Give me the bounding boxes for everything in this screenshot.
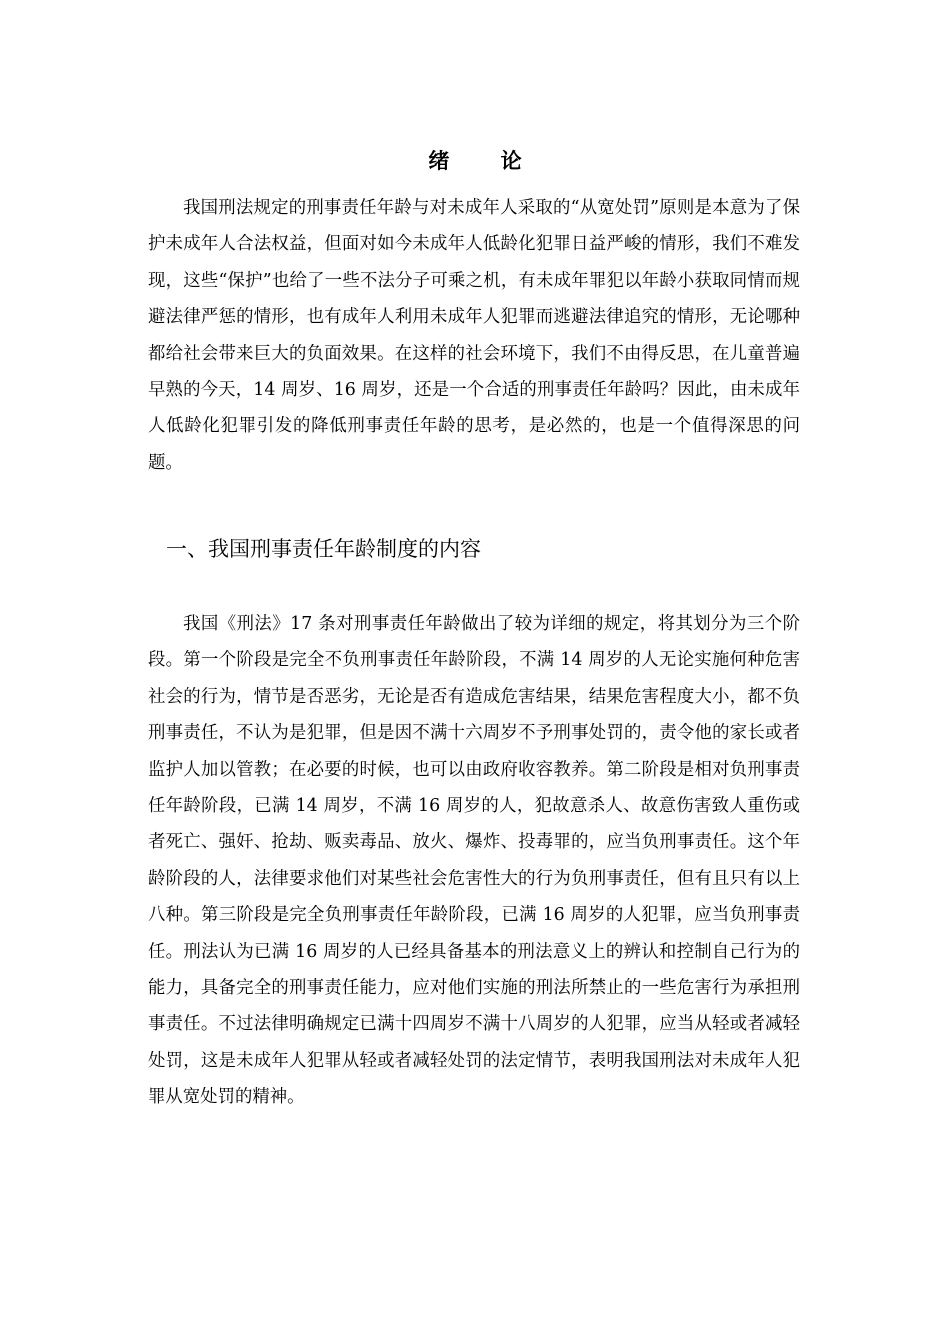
section-paragraph: 我国《刑法》17 条对刑事责任年龄做出了较为详细的规定，将其划分为三个阶段。第一个阶段是完全不负刑事责任年龄阶段，不满 14 周岁的人无论实施何种危害社会的行为，情节是否恶劣，无论是否有造成危害结果，结果危害程度大小，都不负刑事责任，不认为是犯罪，但是因不满十六周岁不予刑事处罚的，责令他的家长或者监护人加以管教；在必要的时候，也可以由政府收容教养。第二阶段是相对负刑事责任年龄阶段，已满 14 周岁，不满 16 周岁的人，犯故意杀人、故意伤害致人重伤或者死亡、强奸、抢劫、贩卖毒品、放火、爆炸、投毒罪的，应当负刑事责任。这个年龄阶段的人，法律要求他们对某些社会危害性大的行为负刑事责任，但有且只有以上八种。第三阶段是完全负刑事责任年龄阶段，已满 16 周岁的人犯罪，应当负刑事责任。刑法认为已满 16 周岁的人已经具备基本的刑法意义上的辨认和控制自己行为的能力，具备完全的刑事责任能力，应对他们实施的刑法所禁止的一些危害行为承担刑事责任。不过法律明确规定已满十四周岁不满十八周岁的人犯罪，应当从轻或者减轻处罚，这是未成年人犯罪从轻或者减轻处罚的法定情节，表明我国刑法对未成年人犯罪从宽处罚的精神。: [148, 614, 800, 1108]
section-heading: 一、我国刑事责任年龄制度的内容: [166, 537, 481, 561]
intro-heading: 绪 论: [428, 148, 544, 173]
intro-paragraph: 我国刑法规定的刑事责任年龄与对未成年人采取的“从宽处罚”原则是本意为了保护未成年人合法权益，但面对如今未成年人低龄化犯罪日益严峻的情形，我们不难发现，这些“保护”也给了一些不法分子可乘之机，有未成年罪犯以年龄小获取同情而规避法律严惩的情形，也有成年人利用未成年人犯罪而逃避法律追究的情形，无论哪种都给社会带来巨大的负面效果。在这样的社会环境下，我们不由得反思，在儿童普遍早熟的今天，14 周岁、16 周岁，还是一个合适的刑事责任年龄吗？因此，由未成年人低龄化犯罪引发的降低刑事责任年龄的思考，是必然的，也是一个值得深思的问题。: [148, 198, 800, 473]
